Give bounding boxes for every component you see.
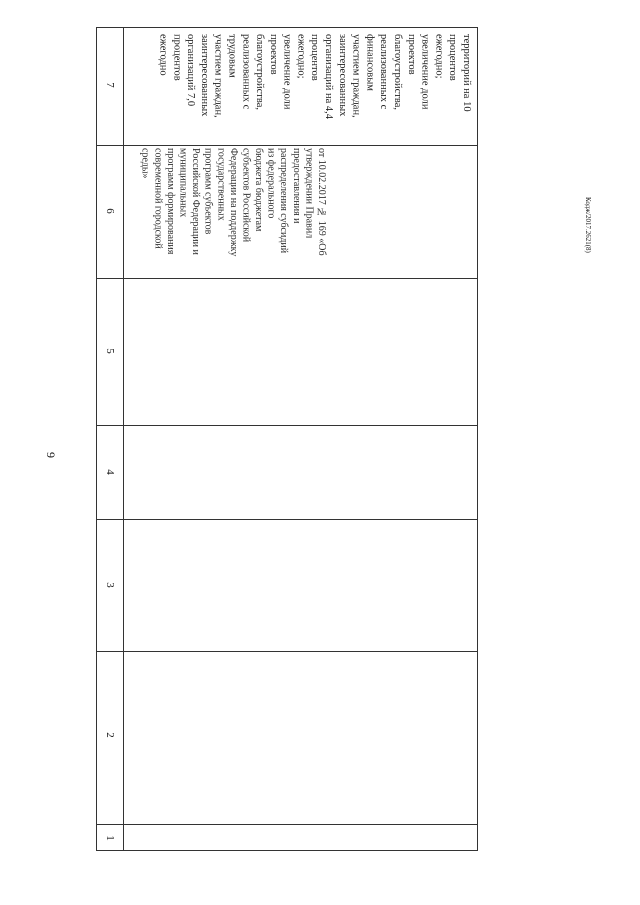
column-divider [97, 519, 477, 520]
cell-col6-text: от 10.02.2017 № 169 «Об утверждении Правил предоставления и распределения субсидий из федерального бюджета бюджетам субъектов Российской Федерации на поддержку государственных программ субъектов Российской Федерации и муниципальных программ формирования современной городской среды» [139, 148, 327, 257]
column-divider [97, 651, 477, 652]
column-number-3: 3 [104, 582, 116, 588]
column-number-7: 7 [104, 82, 116, 88]
column-number-1: 1 [104, 835, 116, 841]
header-separator [123, 28, 124, 850]
column-divider [97, 425, 477, 426]
column-number-5: 5 [104, 348, 116, 354]
page-number: 9 [44, 452, 58, 458]
column-number-6: 6 [104, 208, 116, 214]
column-number-2: 2 [104, 732, 116, 738]
data-table [96, 27, 478, 851]
cell-col7-text: территорий на 10 процентов ежегодно; увеличение доли проектов благоустройства, реализованных с финансовым участием граждан, заинтересованных организаций на 4,4 процентов ежегодно; увеличение доли проектов благоустройства, реализованных с трудовым участием граждан, заинтересованных организаций 7,0 процентов ежегодно [157, 34, 472, 120]
column-divider [97, 824, 477, 825]
column-number-4: 4 [104, 469, 116, 475]
document-reference: Кодж/2017.2621(8) [584, 197, 592, 253]
column-divider [97, 145, 477, 146]
column-divider [97, 278, 477, 279]
